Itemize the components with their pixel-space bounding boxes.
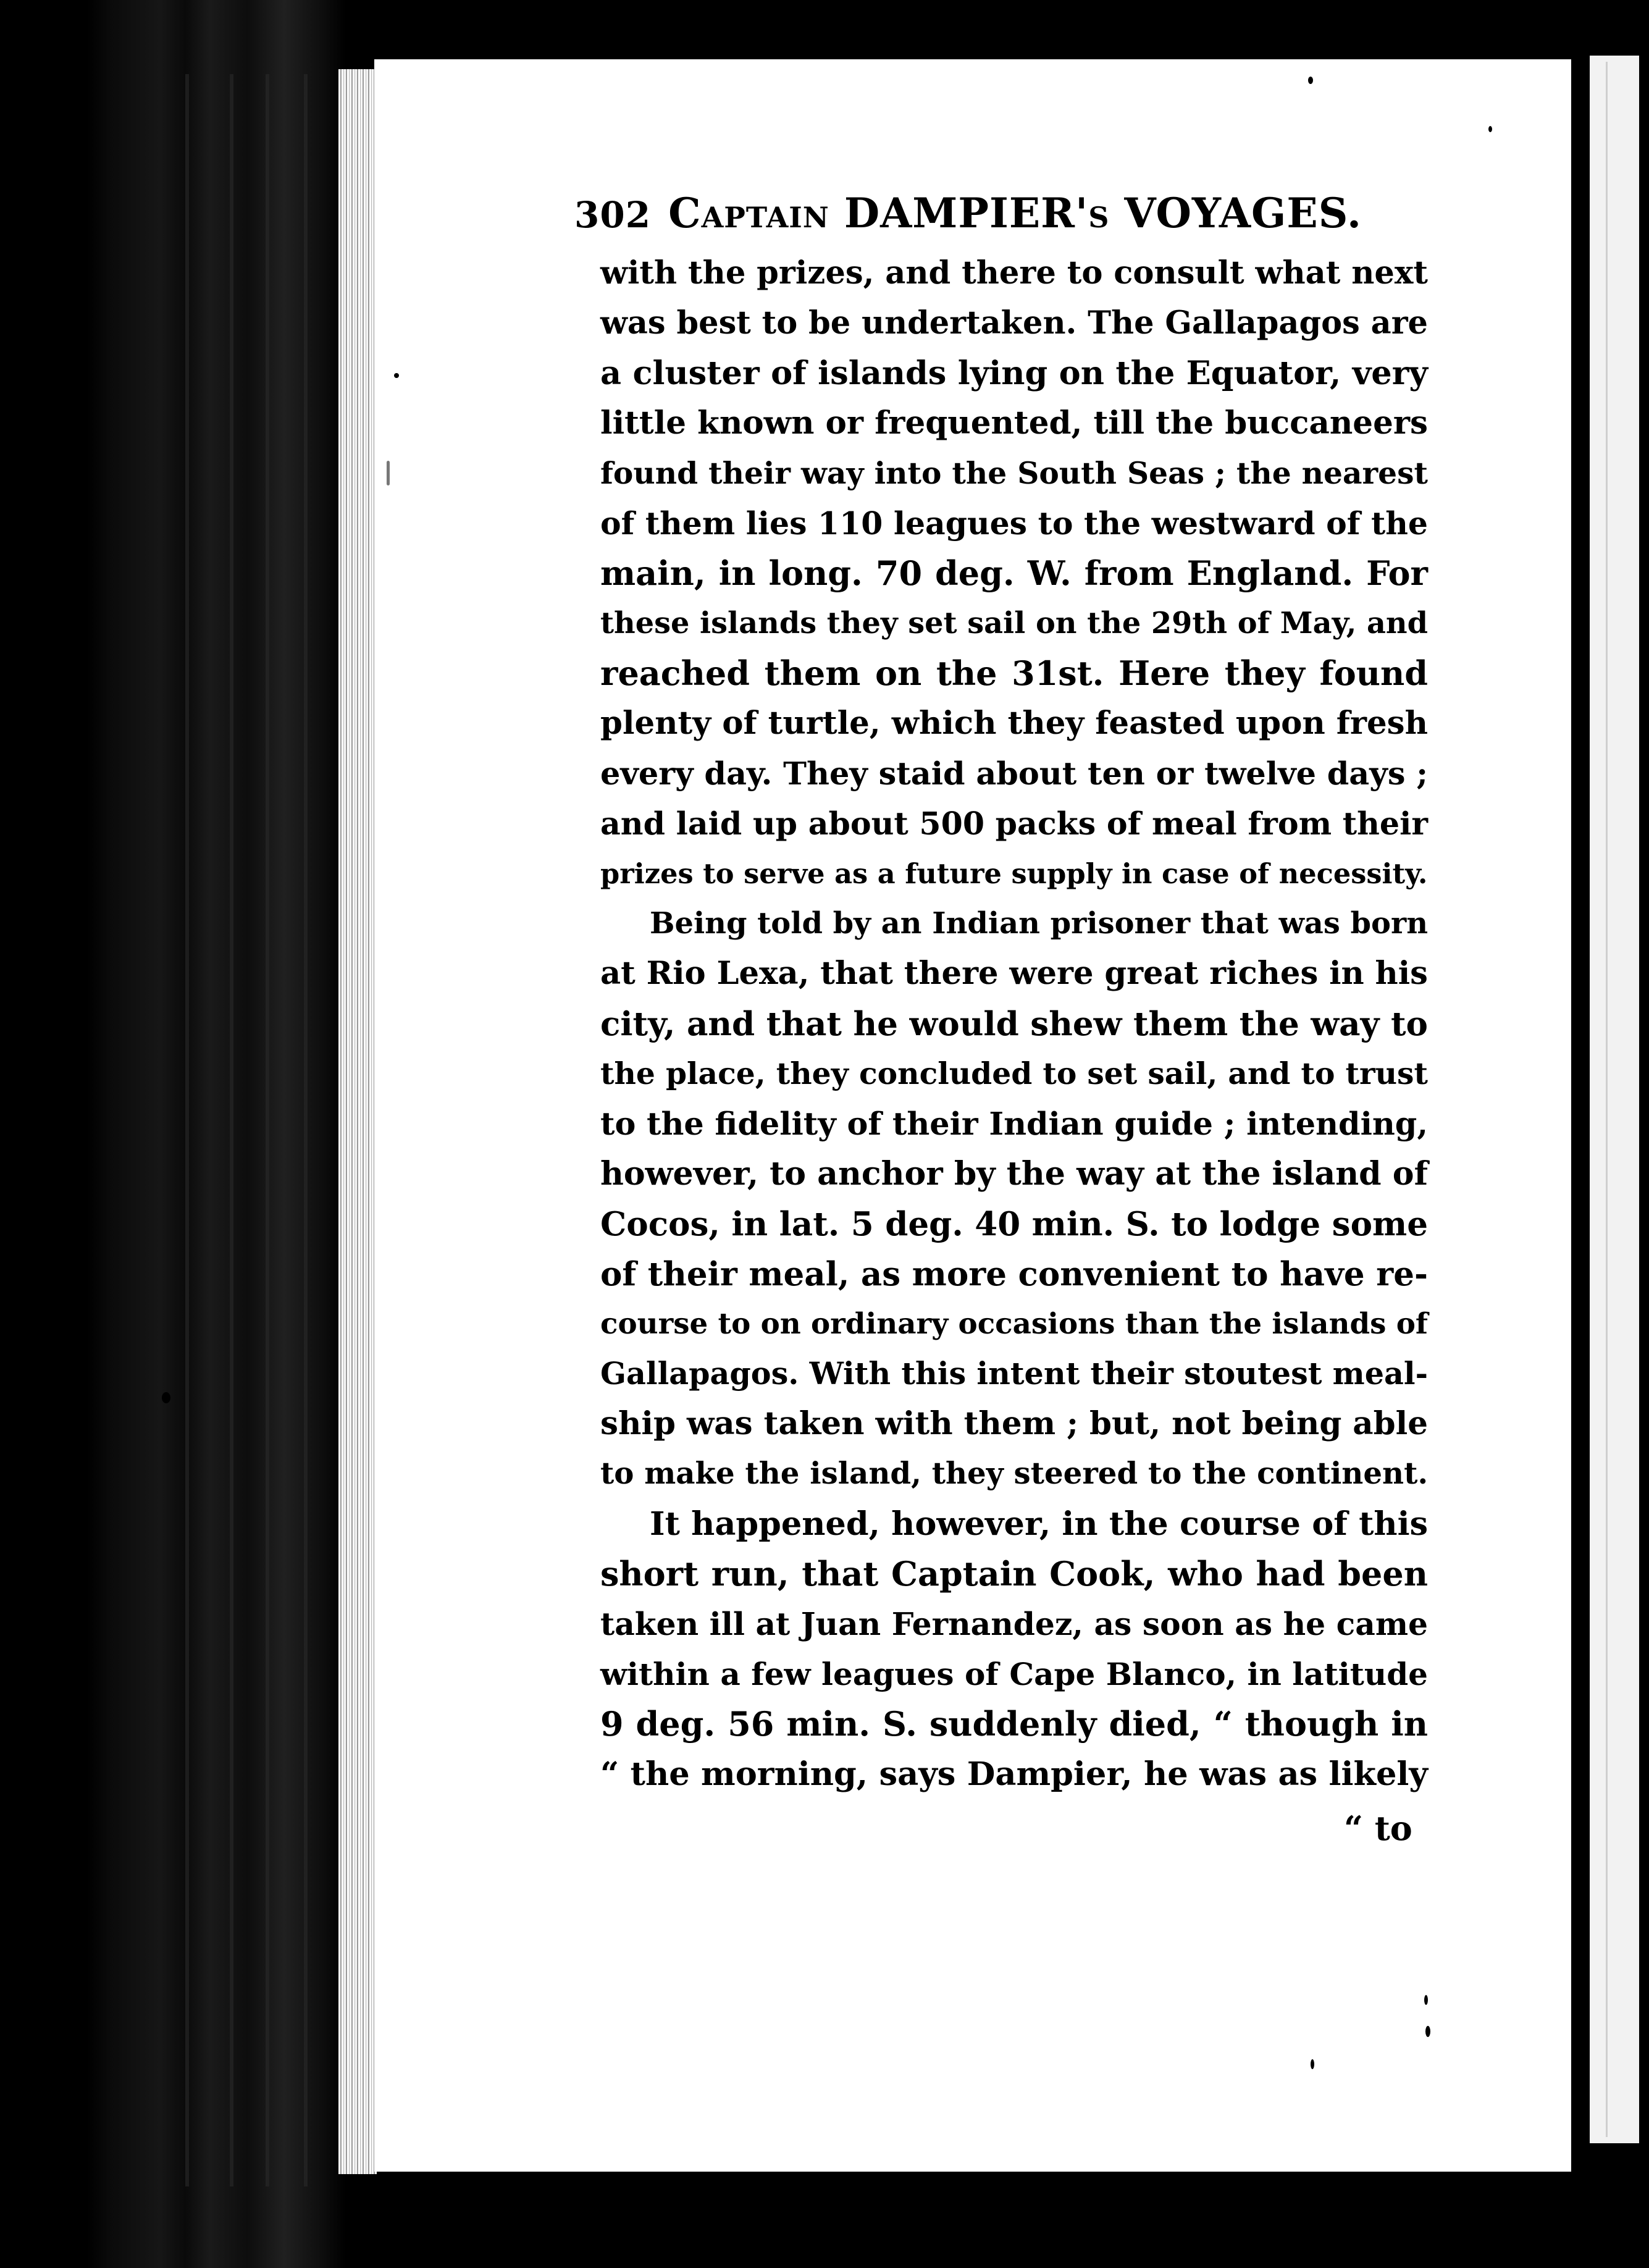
text-line: to make the island, they steered to the continent. (600, 1456, 1429, 1491)
binding-streak (185, 74, 189, 2186)
text-line: with the prizes, and there to consult what next (600, 254, 1428, 292)
binding-streak (230, 74, 233, 2186)
text-line: reached them on the 31st. Here they found (600, 653, 1428, 693)
text-line: of their meal, as more convenient to have re- (600, 1254, 1428, 1293)
text-line: taken ill at Juan Fernandez, as soon as he came (600, 1606, 1428, 1642)
text-line: the place, they concluded to set sail, and to trust (600, 1056, 1428, 1091)
text-line: main, in long. 70 deg. W. from England. For (600, 553, 1428, 593)
running-header (574, 185, 1427, 243)
scan-speck (387, 461, 390, 485)
text-line: It happened, however, in the course of this (650, 1505, 1429, 1543)
scan-speck (1424, 1995, 1428, 2005)
catchword: “ to (1344, 1808, 1412, 1848)
text-line: every day. They staid about ten or twelve days ; (600, 755, 1428, 792)
next-page-line (1606, 62, 1608, 2137)
page-number: 302 (574, 194, 652, 236)
text-line: within a few leagues of Cape Blanco, in latitude (600, 1656, 1428, 1692)
text-line: city, and that he would shew them the way to (600, 1004, 1428, 1043)
gutter (1571, 0, 1590, 2268)
scan-speck (1308, 77, 1313, 84)
text-line: Gallapagos. With this intent their stoutest meal- (600, 1356, 1428, 1392)
text-line: Being told by an Indian prisoner that was born (650, 906, 1429, 941)
text-line: plenty of turtle, which they feasted upon fresh (600, 705, 1428, 742)
scan-speck (162, 1392, 170, 1403)
text-line: was best to be undertaken. The Gallapagos are (600, 304, 1428, 342)
text-line: course to on ordinary occasions than the islands of (600, 1307, 1428, 1341)
page-edges (338, 69, 377, 2174)
text-line: at Rio Lexa, that there were great riches in his (600, 955, 1428, 992)
scan-speck (1425, 2026, 1430, 2037)
text-line: ship was taken with them ; but, not being able (600, 1405, 1429, 1442)
text-line: of them lies 110 leagues to the westward of the (600, 505, 1428, 542)
text-line: to the fidelity of their Indian guide ; intending, (600, 1105, 1428, 1142)
text-line: little known or frequented, till the buccaneers (600, 405, 1428, 442)
text-line: these islands they set sail on the 29th of May, and (600, 606, 1429, 640)
binding-streak (304, 74, 308, 2186)
text-line: 9 deg. 56 min. S. suddenly died, “ though in (600, 1704, 1428, 1744)
next-page-edge (1590, 56, 1639, 2143)
text-line: prizes to serve as a future supply in case of necessity. (600, 857, 1428, 890)
scan-speck (1311, 2059, 1314, 2069)
text-line: short run, that Captain Cook, who had been (600, 1554, 1428, 1594)
text-line: however, to anchor by the way at the island of (600, 1155, 1428, 1193)
text-line: found their way into the South Seas ; the nearest (600, 456, 1428, 491)
text-line: “ the morning, says Dampier, he was as likely (600, 1755, 1428, 1793)
body-text (600, 248, 1428, 1799)
scan-speck (1488, 126, 1492, 132)
binding-streak (266, 74, 269, 2186)
text-line: a cluster of islands lying on the Equator, very (600, 355, 1428, 392)
book-binding (0, 0, 346, 2268)
running-title: Captain DAMPIER's VOYAGES. (668, 189, 1362, 237)
scan-speck (394, 373, 399, 378)
text-line: and laid up about 500 packs of meal from their (600, 805, 1428, 842)
text-line: Cocos, in lat. 5 deg. 40 min. S. to lodge some (600, 1204, 1428, 1243)
